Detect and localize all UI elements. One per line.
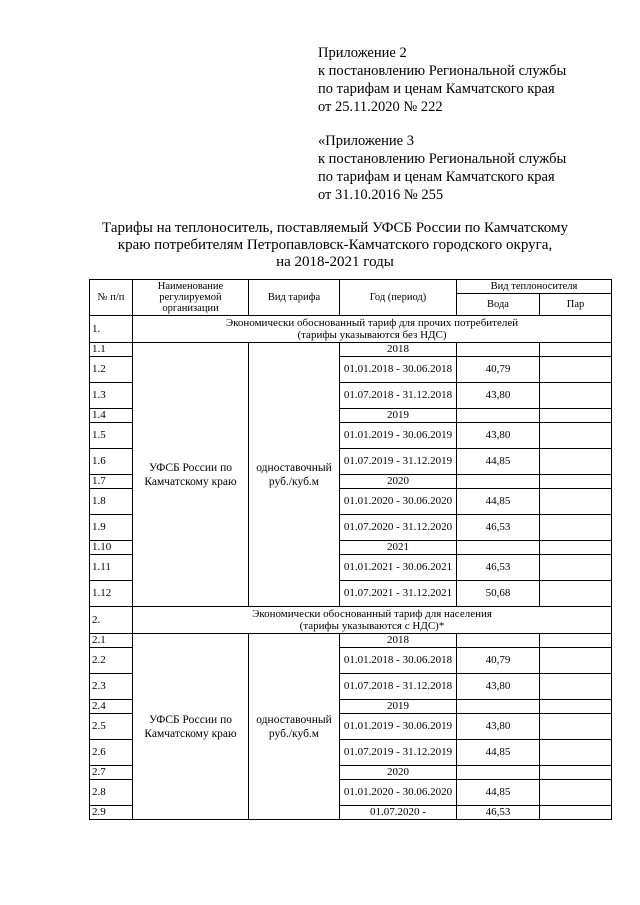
appendix-2-reference xyxy=(318,44,618,116)
table-row xyxy=(90,343,612,357)
water-tariff xyxy=(457,541,540,555)
water-tariff: 43,80 xyxy=(457,714,540,740)
row-number: 2.4 xyxy=(90,700,133,714)
water-tariff: 44,85 xyxy=(457,740,540,766)
water-tariff xyxy=(457,766,540,780)
water-tariff: 46,53 xyxy=(457,515,540,541)
period: 01.01.2020 - 30.06.2020 xyxy=(340,780,457,806)
steam-tariff xyxy=(540,714,612,740)
period: 01.01.2018 - 30.06.2018 xyxy=(340,357,457,383)
section-number: 2. xyxy=(90,607,133,634)
header-year: Год (период) xyxy=(340,280,457,316)
steam-tariff xyxy=(540,555,612,581)
steam-tariff xyxy=(540,648,612,674)
water-tariff: 40,79 xyxy=(457,357,540,383)
row-number: 2.6 xyxy=(90,740,133,766)
steam-tariff xyxy=(540,740,612,766)
organization-name: УФСБ России по Камчатскому краю xyxy=(133,634,249,820)
row-number: 1.5 xyxy=(90,423,133,449)
section-title-text: Экономически обоснованный тариф для населения xyxy=(252,607,492,620)
water-tariff: 46,53 xyxy=(457,806,540,820)
header-coolant: Вид теплоносителя xyxy=(457,280,612,294)
water-tariff xyxy=(457,409,540,423)
water-tariff xyxy=(457,634,540,648)
steam-tariff xyxy=(540,423,612,449)
title-line: краю потребителям Петропавловск-Камчатского городского округа, xyxy=(117,237,553,253)
row-number: 1.3 xyxy=(90,383,133,409)
row-number: 2.1 xyxy=(90,634,133,648)
water-tariff: 40,79 xyxy=(457,648,540,674)
steam-tariff xyxy=(540,700,612,714)
steam-tariff xyxy=(540,475,612,489)
row-number: 1.11 xyxy=(90,555,133,581)
header-steam: Пар xyxy=(540,294,612,316)
section-number: 1. xyxy=(90,316,133,343)
period: 2020 xyxy=(340,475,457,489)
water-tariff: 50,68 xyxy=(457,581,540,607)
section-title xyxy=(133,316,612,343)
period: 01.07.2018 - 31.12.2018 xyxy=(340,674,457,700)
appendix-line: Приложение 2 xyxy=(318,45,407,61)
period: 01.07.2018 - 31.12.2018 xyxy=(340,383,457,409)
appendix-3-reference xyxy=(318,132,618,204)
period: 01.07.2021 - 31.12.2021 xyxy=(340,581,457,607)
header-water: Вода xyxy=(457,294,540,316)
organization-name: УФСБ России по Камчатскому краю xyxy=(133,343,249,607)
section-subtitle-text: (тарифы указываются с НДС)* xyxy=(299,620,445,632)
steam-tariff xyxy=(540,674,612,700)
water-tariff: 43,80 xyxy=(457,674,540,700)
appendix-line: от 31.10.2016 № 255 xyxy=(318,187,444,203)
row-number: 1.4 xyxy=(90,409,133,423)
section-title xyxy=(133,607,612,634)
period: 01.07.2019 - 31.12.2019 xyxy=(340,449,457,475)
steam-tariff xyxy=(540,581,612,607)
steam-tariff xyxy=(540,489,612,515)
period: 2020 xyxy=(340,766,457,780)
period: 01.01.2021 - 30.06.2021 xyxy=(340,555,457,581)
steam-tariff xyxy=(540,515,612,541)
row-number: 2.2 xyxy=(90,648,133,674)
tariff-type: одноставочный руб./куб.м xyxy=(249,634,340,820)
document-title xyxy=(80,220,590,271)
appendix-line: по тарифам и ценам Камчатского края xyxy=(318,81,555,97)
steam-tariff xyxy=(540,806,612,820)
appendix-line: к постановлению Региональной службы xyxy=(318,151,567,167)
appendix-line: от 25.11.2020 № 222 xyxy=(318,99,443,115)
period: 2018 xyxy=(340,634,457,648)
header-row xyxy=(90,280,612,294)
appendix-line: «Приложение 3 xyxy=(318,133,414,149)
water-tariff: 44,85 xyxy=(457,780,540,806)
water-tariff: 46,53 xyxy=(457,555,540,581)
steam-tariff xyxy=(540,541,612,555)
period: 01.01.2018 - 30.06.2018 xyxy=(340,648,457,674)
row-number: 2.3 xyxy=(90,674,133,700)
period: 01.01.2020 - 30.06.2020 xyxy=(340,489,457,515)
header-num: № п/п xyxy=(90,280,133,316)
appendix-line: к постановлению Региональной службы xyxy=(318,63,567,79)
title-line: на 2018-2021 годы xyxy=(276,254,394,270)
period: 01.01.2019 - 30.06.2019 xyxy=(340,714,457,740)
row-number: 2.5 xyxy=(90,714,133,740)
water-tariff: 44,85 xyxy=(457,489,540,515)
steam-tariff xyxy=(540,343,612,357)
period: 01.07.2019 - 31.12.2019 xyxy=(340,740,457,766)
row-number: 1.9 xyxy=(90,515,133,541)
tariff-table-body xyxy=(90,280,612,820)
row-number: 2.9 xyxy=(90,806,133,820)
table-row xyxy=(90,634,612,648)
section-header-row xyxy=(90,316,612,343)
row-number: 1.2 xyxy=(90,357,133,383)
row-number: 1.6 xyxy=(90,449,133,475)
title-line: Тарифы на теплоноситель, поставляемый УФСБ России по Камчатскому xyxy=(102,220,568,236)
water-tariff: 44,85 xyxy=(457,449,540,475)
section-title-text: Экономически обоснованный тариф для прочих потребителей xyxy=(225,316,519,329)
water-tariff xyxy=(457,475,540,489)
steam-tariff xyxy=(540,780,612,806)
water-tariff: 43,80 xyxy=(457,423,540,449)
row-number: 2.8 xyxy=(90,780,133,806)
steam-tariff xyxy=(540,409,612,423)
period: 2019 xyxy=(340,409,457,423)
steam-tariff xyxy=(540,449,612,475)
row-number: 1.7 xyxy=(90,475,133,489)
steam-tariff xyxy=(540,766,612,780)
row-number: 2.7 xyxy=(90,766,133,780)
period: 01.07.2020 - 31.12.2020 xyxy=(340,515,457,541)
section-subtitle-text: (тарифы указываются без НДС) xyxy=(297,329,447,341)
appendix-line: по тарифам и ценам Камчатского края xyxy=(318,169,555,185)
section-header-row xyxy=(90,607,612,634)
row-number: 1.1 xyxy=(90,343,133,357)
row-number: 1.10 xyxy=(90,541,133,555)
period: 01.01.2019 - 30.06.2019 xyxy=(340,423,457,449)
steam-tariff xyxy=(540,383,612,409)
tariff-type: одноставочный руб./куб.м xyxy=(249,343,340,607)
period: 2021 xyxy=(340,541,457,555)
period: 2019 xyxy=(340,700,457,714)
water-tariff xyxy=(457,700,540,714)
row-number: 1.12 xyxy=(90,581,133,607)
steam-tariff xyxy=(540,634,612,648)
header-org: Наименование регулируемой организации xyxy=(133,280,249,316)
period: 2018 xyxy=(340,343,457,357)
water-tariff xyxy=(457,343,540,357)
tariff-table xyxy=(89,279,612,820)
header-tariff-type: Вид тарифа xyxy=(249,280,340,316)
steam-tariff xyxy=(540,357,612,383)
row-number: 1.8 xyxy=(90,489,133,515)
water-tariff: 43,80 xyxy=(457,383,540,409)
period: 01.07.2020 - xyxy=(340,806,457,820)
